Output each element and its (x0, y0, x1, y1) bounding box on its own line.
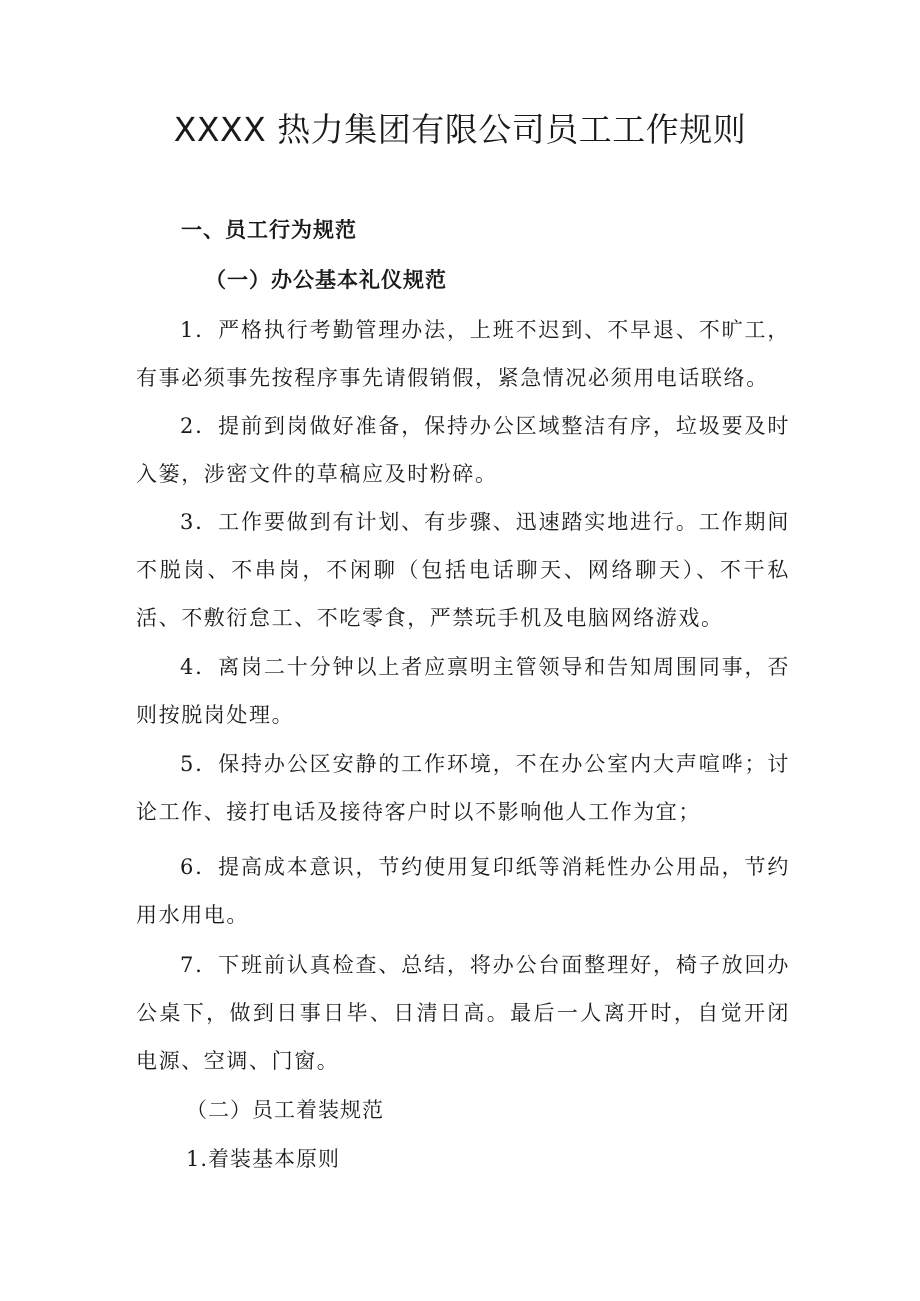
paragraph-item-7: 7．下班前认真检查、总结，将办公台面整理好，椅子放回办公桌下，做到日事日毕、日清日高。最后一人离开时，自觉开闭电源、空调、门窗。 (136, 953, 790, 1073)
section-heading-1: 一、员工行为规范 (181, 217, 357, 242)
paragraph-item-6: 6．提高成本意识，节约使用复印纸等消耗性办公用品，节约用水用电。 (136, 855, 790, 927)
paragraph-item-5: 5．保持办公区安静的工作环境，不在办公室内大声喧哗；讨论工作、接打电话及接待客户时以不影响他人工作为宜； (136, 752, 790, 824)
paragraph-item-2: 2．提前到岗做好准备，保持办公区域整洁有序，垃圾要及时入篓，涉密文件的草稿应及时粉碎。 (136, 414, 790, 486)
subsection-heading-2: （二）员工着装规范 (186, 1098, 384, 1122)
paragraph-item-4: 4．离岗二十分钟以上者应禀明主管领导和告知周围同事，否则按脱岗处理。 (136, 655, 790, 727)
subsection-heading-1: （一）办公基本礼仪规范 (205, 267, 447, 292)
subsection-item-1: 1.着装基本原则 (186, 1147, 341, 1171)
document-title: XXXX 热力集团有限公司员工工作规则 (173, 110, 747, 149)
paragraph-item-1: 1．严格执行考勤管理办法，上班不迟到、不早退、不旷工，有事必须事先按程序事先请假销假，紧急情况必须用电话联络。 (136, 318, 790, 390)
paragraph-item-3: 3．工作要做到有计划、有步骤、迅速踏实地进行。工作期间不脱岗、不串岗，不闲聊（包括电话聊天、网络聊天）、不干私活、不敷衍怠工、不吃零食，严禁玩手机及电脑网络游戏。 (136, 510, 790, 630)
